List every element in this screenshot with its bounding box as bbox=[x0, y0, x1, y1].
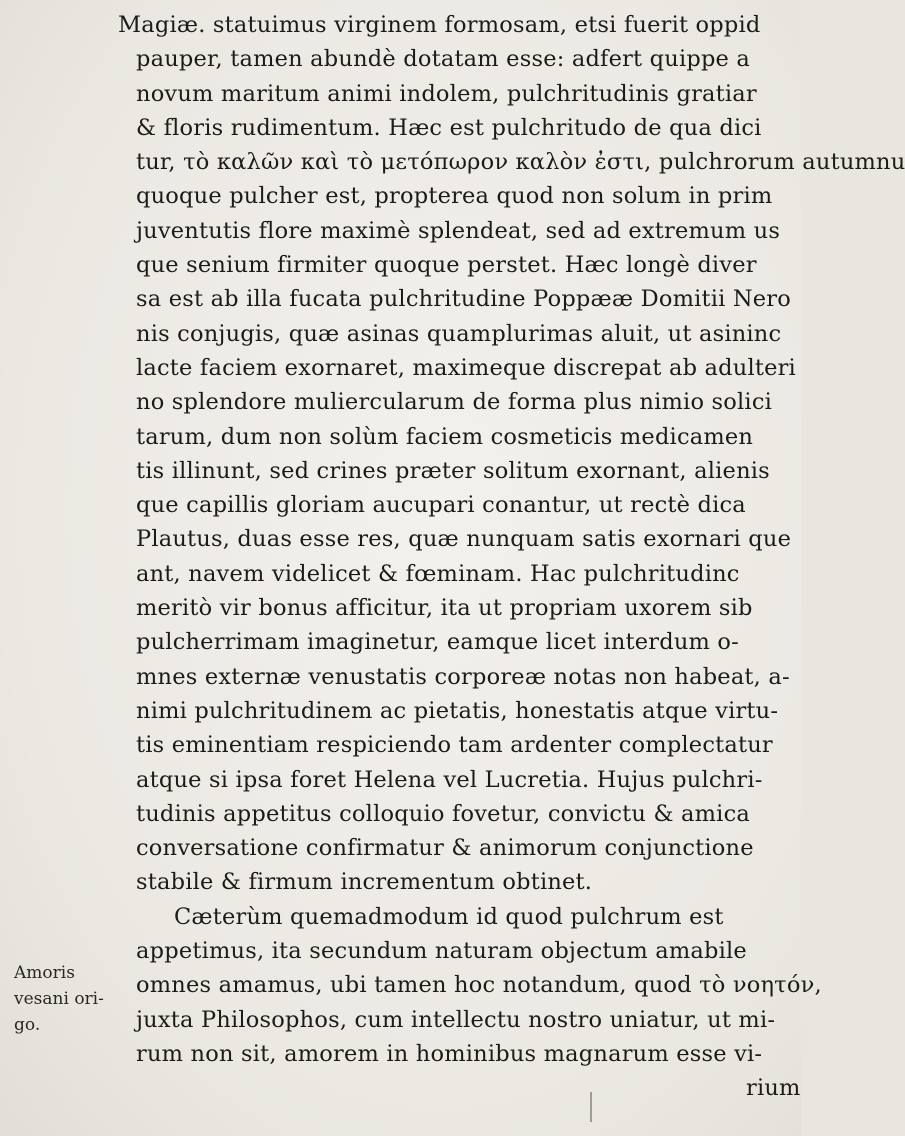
text-line: no splendore muliercularum de forma plus nimio solici bbox=[136, 389, 773, 416]
text-line: Plautus, duas esse res, quæ nunquam satis exornari que bbox=[136, 526, 792, 553]
margin-note-line: go. bbox=[14, 1015, 41, 1035]
text-line: pulcherrimam imaginetur, eamque licet interdum o- bbox=[136, 629, 739, 656]
text-line: tis illinunt, sed crines præter solitum exornant, alienis bbox=[136, 457, 770, 484]
text-line: novum maritum animi indolem, pulchritudinis gratiar bbox=[136, 80, 757, 107]
text-line: conversatione confirmatur & animorum conjunctione bbox=[136, 835, 754, 862]
text-line: que capillis gloriam aucupari conantur, ut rectè dica bbox=[136, 492, 746, 519]
text-line: Magiæ. statuimus virginem formosam, etsi fuerit oppid bbox=[118, 12, 761, 38]
text-line: sa est ab illa fucata pulchritudine Poppææ Domitii Nero bbox=[136, 286, 791, 313]
text-line: appetimus, ita secundum naturam objectum amabile bbox=[136, 938, 747, 965]
main-text bbox=[118, 8, 905, 1106]
text-line: mnes externæ venustatis corporeæ notas non habeat, a- bbox=[136, 663, 790, 690]
text-line: atque si ipsa foret Helena vel Lucretia. Hujus pulchri- bbox=[136, 766, 763, 793]
text-line: tarum, dum non solùm faciem cosmeticis medicamen bbox=[136, 423, 754, 450]
text-line: & floris rudimentum. Hæc est pulchritudo de qua dici bbox=[136, 114, 762, 141]
text-line: pauper, tamen abundè dotatam esse: adfert quippe a bbox=[136, 46, 751, 73]
text-line: tur, τὸ καλῶν καὶ τὸ μετόπωρον καλὸν ἐστι, pulchrorum autumnu bbox=[136, 149, 905, 176]
gutter-mark bbox=[590, 1092, 592, 1122]
text-line: tis eminentiam respiciendo tam ardenter complectatur bbox=[136, 732, 773, 759]
text-line: juxta Philosophos, cum intellectu nostro uniatur, ut mi- bbox=[136, 1006, 776, 1033]
text-line: tudinis appetitus colloquio fovetur, convictu & amica bbox=[136, 800, 750, 827]
text-line: meritò vir bonus afficitur, ita ut propriam uxorem sib bbox=[136, 595, 753, 622]
text-line: juventutis flore maximè splendeat, sed ad extremum us bbox=[136, 217, 781, 244]
text-line: quoque pulcher est, propterea quod non solum in prim bbox=[136, 183, 773, 210]
text-line: que senium firmiter quoque perstet. Hæc longè diver bbox=[136, 252, 757, 279]
text-line: omnes amamus, ubi tamen hoc notandum, quod τὸ νοητόν, bbox=[136, 972, 822, 999]
margin-note-line: vesani ori- bbox=[14, 989, 104, 1009]
margin-note-line: Amoris bbox=[14, 963, 75, 983]
text-line: rum non sit, amorem in hominibus magnarum esse vi- bbox=[136, 1040, 763, 1067]
text-line: nimi pulchritudinem ac pietatis, honestatis atque virtu- bbox=[136, 697, 779, 724]
text-line: stabile & firmum incrementum obtinet. bbox=[136, 869, 593, 896]
text-line: Cæterùm quemadmodum id quod pulchrum est bbox=[174, 903, 724, 930]
text-line: nis conjugis, quæ asinas quamplurimas aluit, ut asininc bbox=[136, 320, 782, 347]
text-line: ant, navem videlicet & fœminam. Hac pulchritudinc bbox=[136, 560, 740, 587]
margin-note bbox=[14, 960, 114, 1038]
text-line: lacte faciem exornaret, maximeque discrepat ab adulteri bbox=[136, 354, 796, 381]
catchword: rium bbox=[746, 1075, 801, 1102]
